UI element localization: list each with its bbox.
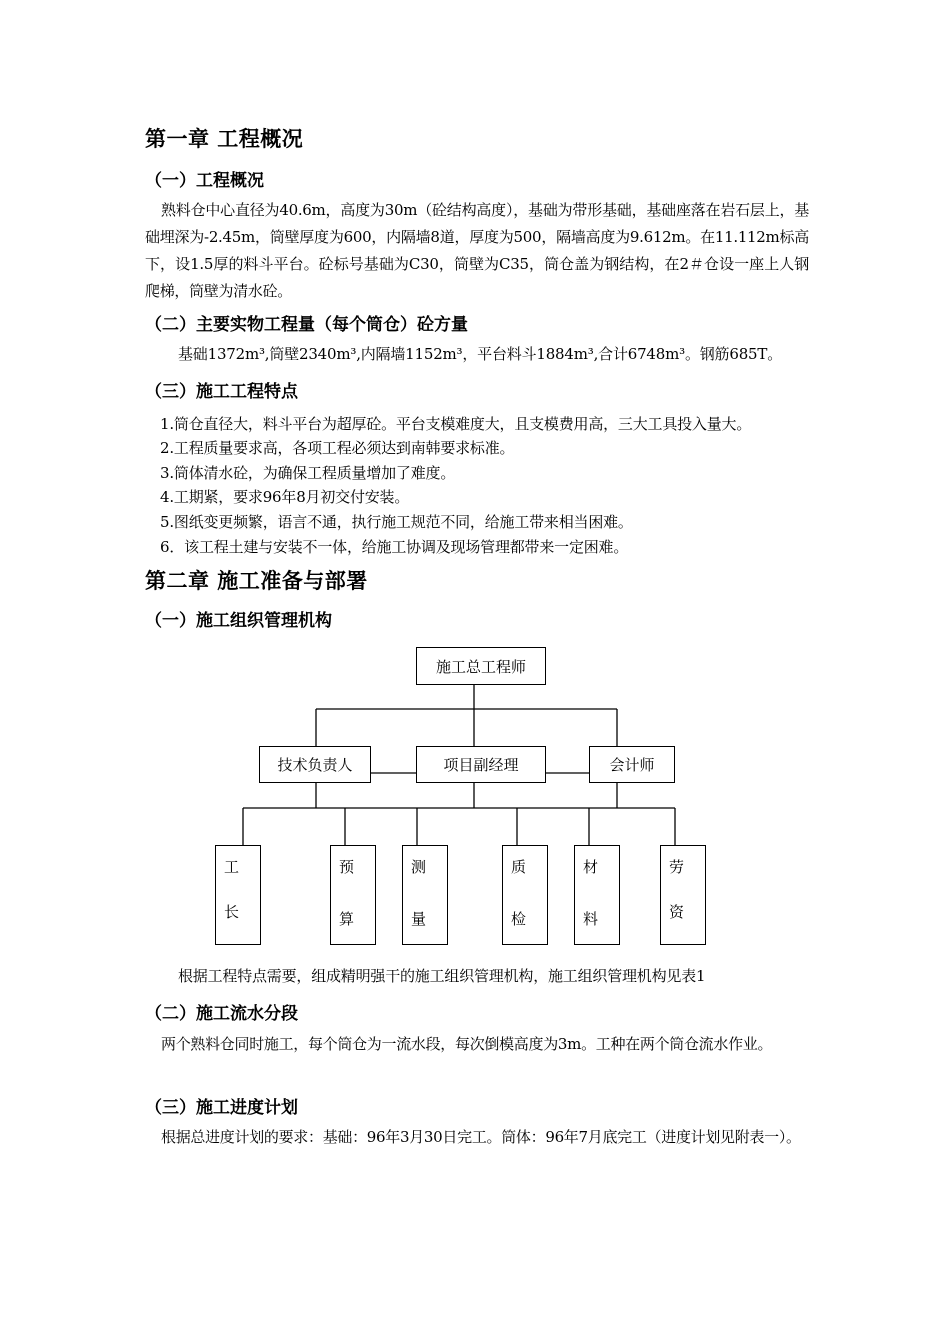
section-1-2-title: （二）主要实物工程量（每个筒仓）砼方量 bbox=[145, 315, 468, 335]
org-node-materials: 材 料 bbox=[574, 845, 620, 945]
feature-item-2: 2.工程质量要求高，各项工程必须达到南韩要求标准。 bbox=[160, 439, 515, 457]
org-node-deputy-manager: 项目副经理 bbox=[416, 746, 546, 783]
feature-item-5: 5.图纸变更频繁，语言不通，执行施工规范不同，给施工带来相当困难。 bbox=[160, 513, 633, 531]
section-2-2-title: （二）施工流水分段 bbox=[145, 1004, 298, 1024]
org-node-quality: 质 检 bbox=[502, 845, 548, 945]
org-node-foreman: 工 长 bbox=[215, 845, 261, 945]
org-node-accountant: 会计师 bbox=[589, 746, 675, 783]
section-1-3-title: （三）施工工程特点 bbox=[145, 382, 298, 402]
feature-item-3: 3.筒体清水砼，为确保工程质量增加了难度。 bbox=[160, 464, 456, 482]
section-2-3-title: （三）施工进度计划 bbox=[145, 1098, 298, 1118]
feature-item-4: 4.工期紧，要求96年8月初交付安装。 bbox=[160, 488, 410, 506]
org-node-technical-lead: 技术负责人 bbox=[259, 746, 371, 783]
org-chart-caption: 根据工程特点需要，组成精明强干的施工组织管理机构，施工组织管理机构见表1 bbox=[178, 967, 706, 985]
section-1-2-text: 基础1372m³,筒壁2340m³,内隔墙1152m³，平台料斗1884m³,合计6748m³。钢筋685T。 bbox=[178, 345, 782, 363]
org-node-survey: 测 量 bbox=[402, 845, 448, 945]
org-node-labor: 劳 资 bbox=[660, 845, 706, 945]
feature-item-1: 1.筒仓直径大，料斗平台为超厚砼。平台支模难度大，且支模费用高，三大工具投入量大。 bbox=[160, 415, 752, 433]
chapter-1-title: 第一章 工程概况 bbox=[145, 127, 304, 151]
section-2-1-title: （一）施工组织管理机构 bbox=[145, 611, 332, 631]
section-1-1-title: （一）工程概况 bbox=[145, 171, 264, 191]
feature-item-6: 6．该工程土建与安装不一体，给施工协调及现场管理都带来一定困难。 bbox=[160, 538, 629, 556]
section-2-2-text: 两个熟料仓同时施工，每个筒仓为一流水段，每次倒模高度为3m。工种在两个筒仓流水作业。 bbox=[161, 1035, 773, 1053]
org-node-chief-engineer: 施工总工程师 bbox=[416, 647, 546, 685]
section-1-1-text: 熟料仓中心直径为40.6m，高度为30m（砼结构高度），基础为带形基础，基础座落在岩石层上，基础埋深为-2.45m，筒壁厚度为600，内隔墙8道，厚度为500，隔墙高度为9.612m。在11.112m标高下，设1.5厚的料斗平台。砼标号基础为C30，筒壁为C35，筒仓盖为钢结构，在2＃仓设一座上人钢爬梯，筒壁为清水砼。 bbox=[145, 201, 809, 300]
chapter-2-title: 第二章 施工准备与部署 bbox=[145, 569, 368, 593]
section-2-3-text: 根据总进度计划的要求：基础：96年3月30日完工。筒体：96年7月底完工（进度计划见附表一）。 bbox=[161, 1128, 801, 1146]
org-node-budget: 预 算 bbox=[330, 845, 376, 945]
